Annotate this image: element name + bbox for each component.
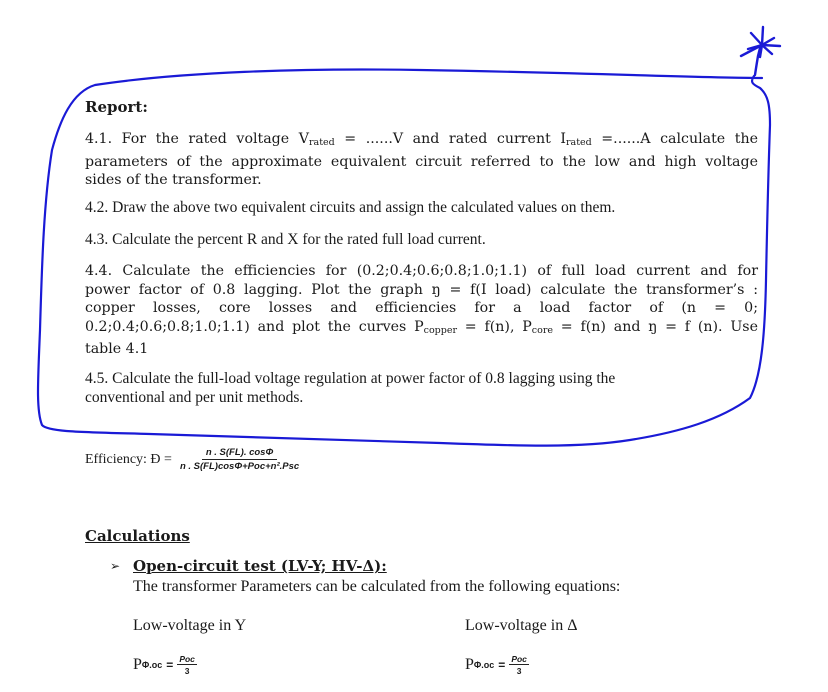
column-label-y: Low-voltage in Y (133, 617, 247, 634)
arrow-bullet-icon: ➢ (110, 559, 121, 573)
item-4-4-line-2: power factor of 0.8 lagging. Plot the graph ŋ = f(I load) calculate the transformer’s : (85, 281, 758, 298)
efficiency-label: Efficiency: Đ = (85, 451, 172, 467)
efficiency-formula (85, 447, 303, 472)
item-4-4-line-1: 4.4. Calculate the efficiencies for (0.2;0.4;0.6;0.8;1.0;1.1) of full load current and for (85, 263, 758, 279)
open-circuit-bullet (110, 557, 387, 575)
report-item-4-1 (85, 130, 758, 190)
open-circuit-intro: The transformer Parameters can be calculated from the following equations: (133, 578, 621, 595)
efficiency-numerator: n . S(FL). cosΦ (202, 447, 277, 460)
item-4-4-line-3: copper losses, core losses and efficiencies for a load factor of (n = 0; (85, 300, 758, 316)
item-4-4-line-4: 0.2;0.4;0.6;0.8;1.0;1.1) and plot the curves $P_{copper} = f(n)$, $P_{core} = f(n)$ and ŋ = f (n). Use (85, 318, 758, 336)
report-heading: Report: (85, 98, 148, 116)
report-item-4-2: 4.2. Draw the above two equivalent circuits and assign the calculated values on them. (85, 199, 616, 216)
report-item-4-5 (85, 369, 758, 407)
report-item-4-4 (85, 262, 758, 359)
item-4-4-line-5: table 4.1 (85, 341, 149, 357)
phase-power-formula-y: P Φ.oc = $\frac{\text{Poc}}{3}$ (133, 654, 195, 676)
item-4-1-line-1: 4.1. For the rated voltage $V_{rated} = ......V$ and rated current $I_{rated} =......A$ calculate the (85, 131, 758, 148)
item-4-1-line-2: parameters of the approximate equivalent circuit referred to the low and high voltage (85, 153, 758, 170)
phase-power-formula-delta: P Φ.oc = $\frac{\text{Poc}}{3}$ (465, 654, 527, 676)
phase-power-fraction-delta: $\frac{\text{Poc}}{3}$ (511, 654, 527, 676)
phase-power-fraction-y: $\frac{\text{Poc}}{3}$ (179, 654, 195, 676)
report-item-4-3: 4.3. Calculate the percent R and X for the rated full load current. (85, 231, 486, 248)
star-icon (741, 27, 780, 75)
efficiency-fraction (176, 447, 303, 472)
item-4-5-line-2: conventional and per unit methods. (85, 389, 304, 406)
column-label-delta: Low-voltage in Δ (465, 617, 578, 634)
calculations-heading: Calculations (85, 527, 190, 545)
efficiency-denominator: n . S(FL)cosΦ+Poc+n².Psc (179, 461, 300, 472)
item-4-5-line-1: 4.5. Calculate the full-load voltage regulation at power factor of 0.8 lagging using the (85, 370, 616, 387)
open-circuit-title: Open-circuit test (LV-Y; HV-Δ): (133, 557, 387, 575)
item-4-1-line-3: sides of the transformer. (85, 172, 262, 188)
